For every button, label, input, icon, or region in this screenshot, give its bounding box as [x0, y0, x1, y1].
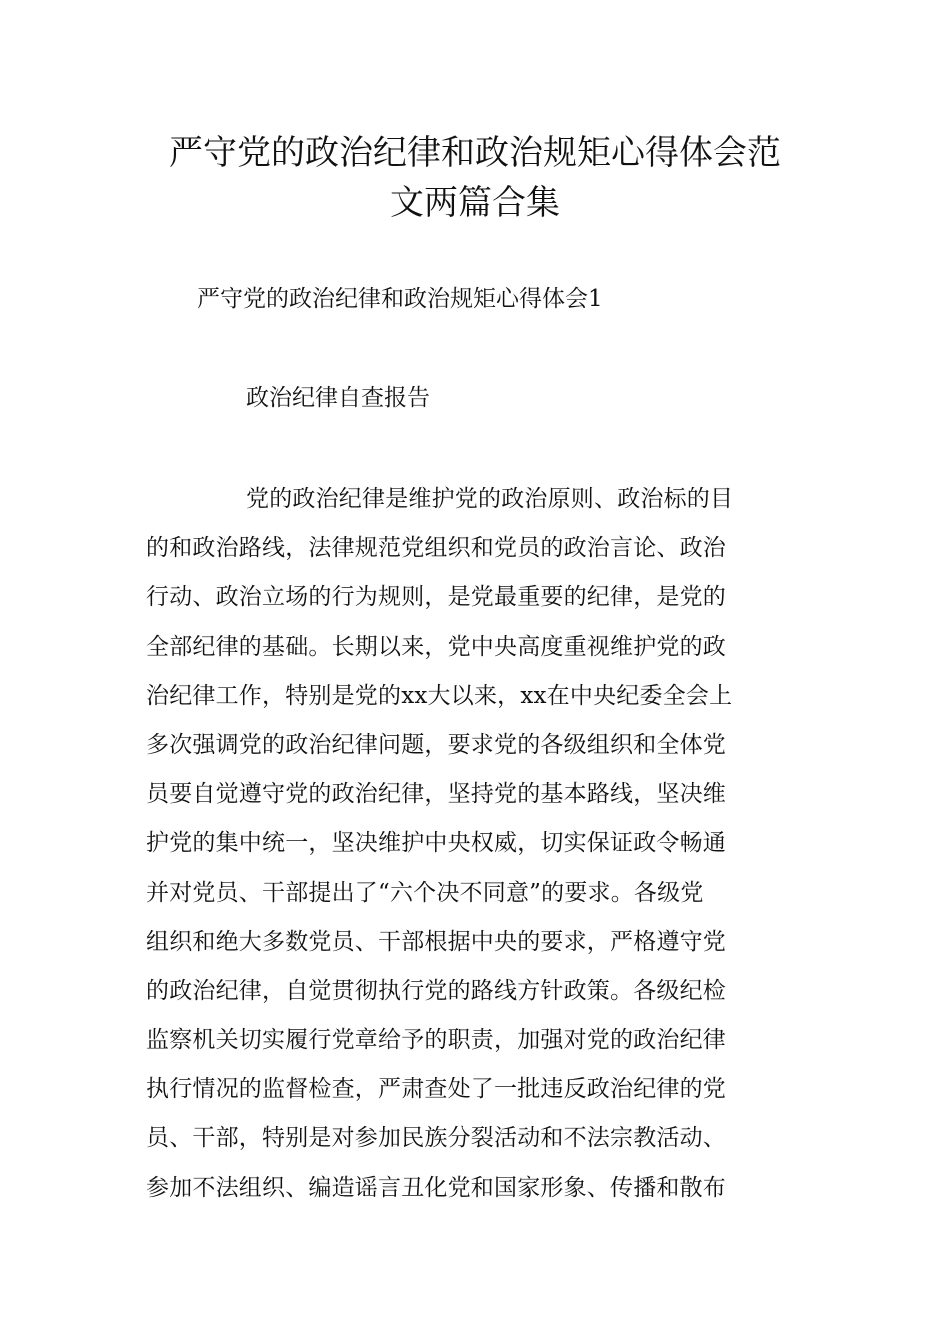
- body-line: 多次强调党的政治纪律问题，要求党的各级组织和全体党: [146, 731, 726, 758]
- body-line: 的和政治路线，法律规范党组织和党员的政治言论、政治: [146, 535, 726, 562]
- body-line: 员、干部，特别是对参加民族分裂活动和不法宗教活动、: [146, 1125, 726, 1152]
- body-line: 行动、政治立场的行为规则，是党最重要的纪律，是党的: [146, 584, 726, 611]
- body-line: 全部纪律的基础。长期以来，党中央高度重视维护党的政: [146, 633, 726, 660]
- body-line: 执行情况的监督检查，严肃查处了一批违反政治纪律的党: [146, 1076, 726, 1103]
- body-line: 党的政治纪律是维护党的政治原则、政治标的目: [246, 486, 734, 512]
- body-line: 员要自觉遵守党的政治纪律，坚持党的基本路线，坚决维: [146, 781, 726, 808]
- title-line-2: 文两篇合集: [390, 183, 560, 223]
- title-line-1: 严守党的政治纪律和政治规矩心得体会范: [169, 133, 781, 173]
- body-line: 组织和绝大多数党员、干部根据中央的要求，严格遵守党: [146, 928, 726, 955]
- section-heading: 政治纪律自查报告: [246, 385, 430, 411]
- body-line: 并对党员、干部提出了“六个决不同意”的要求。各级党: [146, 879, 704, 906]
- body-paragraph: [146, 479, 806, 1217]
- body-line: 的政治纪律，自觉贯彻执行党的路线方针政策。各级纪检: [146, 977, 726, 1004]
- document-subtitle: 严守党的政治纪律和政治规矩心得体会1: [197, 286, 603, 312]
- body-line: 护党的集中统一，坚决维护中央权威，切实保证政令畅通: [146, 830, 726, 857]
- body-line: 参加不法组织、编造谣言丑化党和国家形象、传播和散布: [146, 1174, 726, 1201]
- body-line: 治纪律工作，特别是党的xx大以来，xx在中央纪委全会上: [146, 682, 733, 709]
- document-title: [145, 128, 805, 228]
- body-line: 监察机关切实履行党章给予的职责，加强对党的政治纪律: [146, 1027, 726, 1054]
